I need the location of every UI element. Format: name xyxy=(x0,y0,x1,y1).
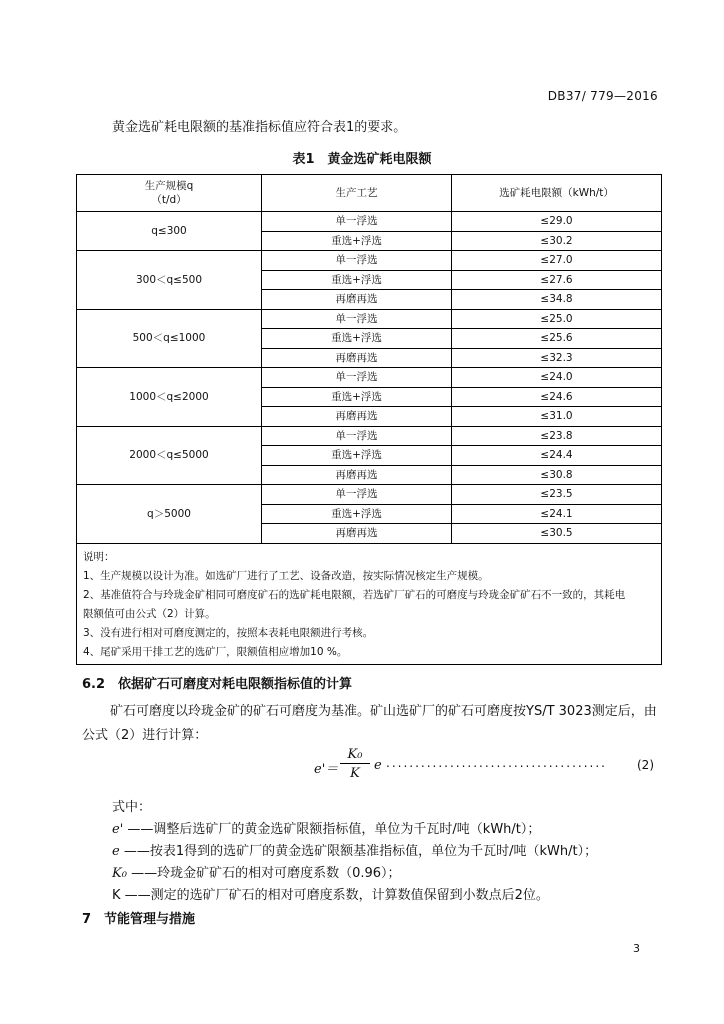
note-line: 3、没有进行相对可磨度测定的，按照本表耗电限额进行考核。 xyxy=(83,626,374,639)
limit-value-cell: ≤23.5 xyxy=(452,485,662,505)
process-cell: 单一浮选 xyxy=(262,212,452,232)
header-scale-line2: （t/d） xyxy=(151,194,187,206)
process-cell: 重选+浮选 xyxy=(262,231,452,251)
legend-symbol: K xyxy=(112,888,121,903)
scale-cell: 1000＜q≤2000 xyxy=(77,368,262,427)
process-cell: 再磨再选 xyxy=(262,465,452,485)
table-body xyxy=(77,212,662,544)
legend-text: ——玲珑金矿矿石的相对可磨度系数（0.96）； xyxy=(126,866,401,881)
formula-lhs: e'＝ xyxy=(314,762,339,777)
table-header-row xyxy=(77,175,662,212)
process-cell: 重选+浮选 xyxy=(262,387,452,407)
limit-value-cell: ≤24.4 xyxy=(452,446,662,466)
note-line: 说明： xyxy=(83,550,115,563)
note-line: 限额值可由公式（2）计算。 xyxy=(83,607,216,620)
section-6-2-paragraph: 矿石可磨度以玲珑金矿的矿石可磨度为基准。矿山选矿厂的矿石可磨度按YS/T 3023测定后，由公式（2）进行计算： xyxy=(82,704,657,743)
legend-item xyxy=(112,841,597,863)
scale-cell: q＞5000 xyxy=(77,485,262,544)
header-process: 生产工艺 xyxy=(262,175,452,212)
scale-cell: q≤300 xyxy=(77,212,262,251)
limit-value-cell: ≤34.8 xyxy=(452,290,662,310)
process-cell: 再磨再选 xyxy=(262,407,452,427)
table-row xyxy=(77,485,662,505)
header-limit: 选矿耗电限额（kWh/t） xyxy=(452,175,662,212)
table-row xyxy=(77,251,662,271)
table-row xyxy=(77,368,662,388)
header-scale-line1: 生产规模q xyxy=(144,180,194,192)
formula-rhs: e xyxy=(374,758,382,773)
process-cell: 再磨再选 xyxy=(262,524,452,544)
legend-item xyxy=(112,885,597,907)
table-row xyxy=(77,309,662,329)
legend-title: 式中： xyxy=(112,800,152,815)
formula-legend xyxy=(112,797,597,907)
scale-cell: 500＜q≤1000 xyxy=(77,309,262,368)
limit-value-cell: ≤25.6 xyxy=(452,329,662,349)
process-cell: 单一浮选 xyxy=(262,368,452,388)
legend-text: ——调整后选矿厂的黄金选矿限额指标值，单位为千瓦时/吨（kWh/t）； xyxy=(123,822,541,837)
process-cell: 单一浮选 xyxy=(262,251,452,271)
notes-row xyxy=(77,543,662,664)
process-cell: 单一浮选 xyxy=(262,309,452,329)
note-line: 1、生产规模以设计为准。如选矿厂进行了工艺、设备改造，按实际情况核定生产规模。 xyxy=(83,569,489,582)
scale-cell: 300＜q≤500 xyxy=(77,251,262,310)
note-line: 2、基准值符合与玲珑金矿相同可磨度矿石的选矿耗电限额，若选矿厂矿石的可磨度与玲珑金矿矿石不一致的，其耗电 xyxy=(83,588,626,601)
note-line: 4、尾矿采用干排工艺的选矿厂，限额值相应增加10 %。 xyxy=(83,645,348,658)
legend-symbol: e' xyxy=(112,822,124,837)
table-row xyxy=(77,212,662,232)
limit-value-cell: ≤29.0 xyxy=(452,212,662,232)
page-number: 3 xyxy=(633,942,640,955)
section-7-heading: 7 节能管理与措施 xyxy=(82,912,196,927)
formula-denominator: K xyxy=(350,766,360,781)
formula-fraction xyxy=(340,746,370,783)
process-cell: 单一浮选 xyxy=(262,485,452,505)
formula-2 xyxy=(314,746,654,786)
process-cell: 重选+浮选 xyxy=(262,270,452,290)
limit-value-cell: ≤30.2 xyxy=(452,231,662,251)
process-cell: 单一浮选 xyxy=(262,426,452,446)
table-row xyxy=(77,426,662,446)
limit-value-cell: ≤25.0 xyxy=(452,309,662,329)
limit-value-cell: ≤27.6 xyxy=(452,270,662,290)
header-scale xyxy=(77,175,262,212)
legend-text: ——按表1得到的选矿厂的黄金选矿限额基准指标值，单位为千瓦时/吨（kWh/t）； xyxy=(119,844,598,859)
limit-value-cell: ≤31.0 xyxy=(452,407,662,427)
formula-numerator: K₀ xyxy=(340,746,370,764)
limit-value-cell: ≤24.1 xyxy=(452,504,662,524)
limit-value-cell: ≤32.3 xyxy=(452,348,662,368)
legend-symbol: K₀ xyxy=(112,866,127,881)
legend-item xyxy=(112,863,597,885)
limit-value-cell: ≤23.8 xyxy=(452,426,662,446)
section-6-2-heading: 6.2 依据矿石可磨度对耗电限额指标值的计算 xyxy=(82,677,353,692)
legend-text: ——测定的选矿厂矿石的相对可磨度系数，计算数值保留到小数点后2位。 xyxy=(120,888,549,903)
intro-paragraph: 黄金选矿耗电限额的基准指标值应符合表1的要求。 xyxy=(112,120,407,135)
power-limit-table xyxy=(76,174,662,665)
limit-value-cell: ≤30.8 xyxy=(452,465,662,485)
formula-leader-dots: ...................................... xyxy=(386,756,607,770)
formula-number: (2) xyxy=(637,758,654,772)
limit-value-cell: ≤24.0 xyxy=(452,368,662,388)
table-caption: 表1 黄金选矿耗电限额 xyxy=(292,152,432,167)
limit-value-cell: ≤30.5 xyxy=(452,524,662,544)
process-cell: 再磨再选 xyxy=(262,348,452,368)
table-notes xyxy=(77,543,662,664)
process-cell: 重选+浮选 xyxy=(262,504,452,524)
scale-cell: 2000＜q≤5000 xyxy=(77,426,262,485)
standard-number: DB37/ 779—2016 xyxy=(547,89,658,103)
process-cell: 再磨再选 xyxy=(262,290,452,310)
process-cell: 重选+浮选 xyxy=(262,446,452,466)
limit-value-cell: ≤24.6 xyxy=(452,387,662,407)
legend-symbol: e xyxy=(112,844,120,859)
legend-item xyxy=(112,819,597,841)
limit-value-cell: ≤27.0 xyxy=(452,251,662,271)
process-cell: 重选+浮选 xyxy=(262,329,452,349)
